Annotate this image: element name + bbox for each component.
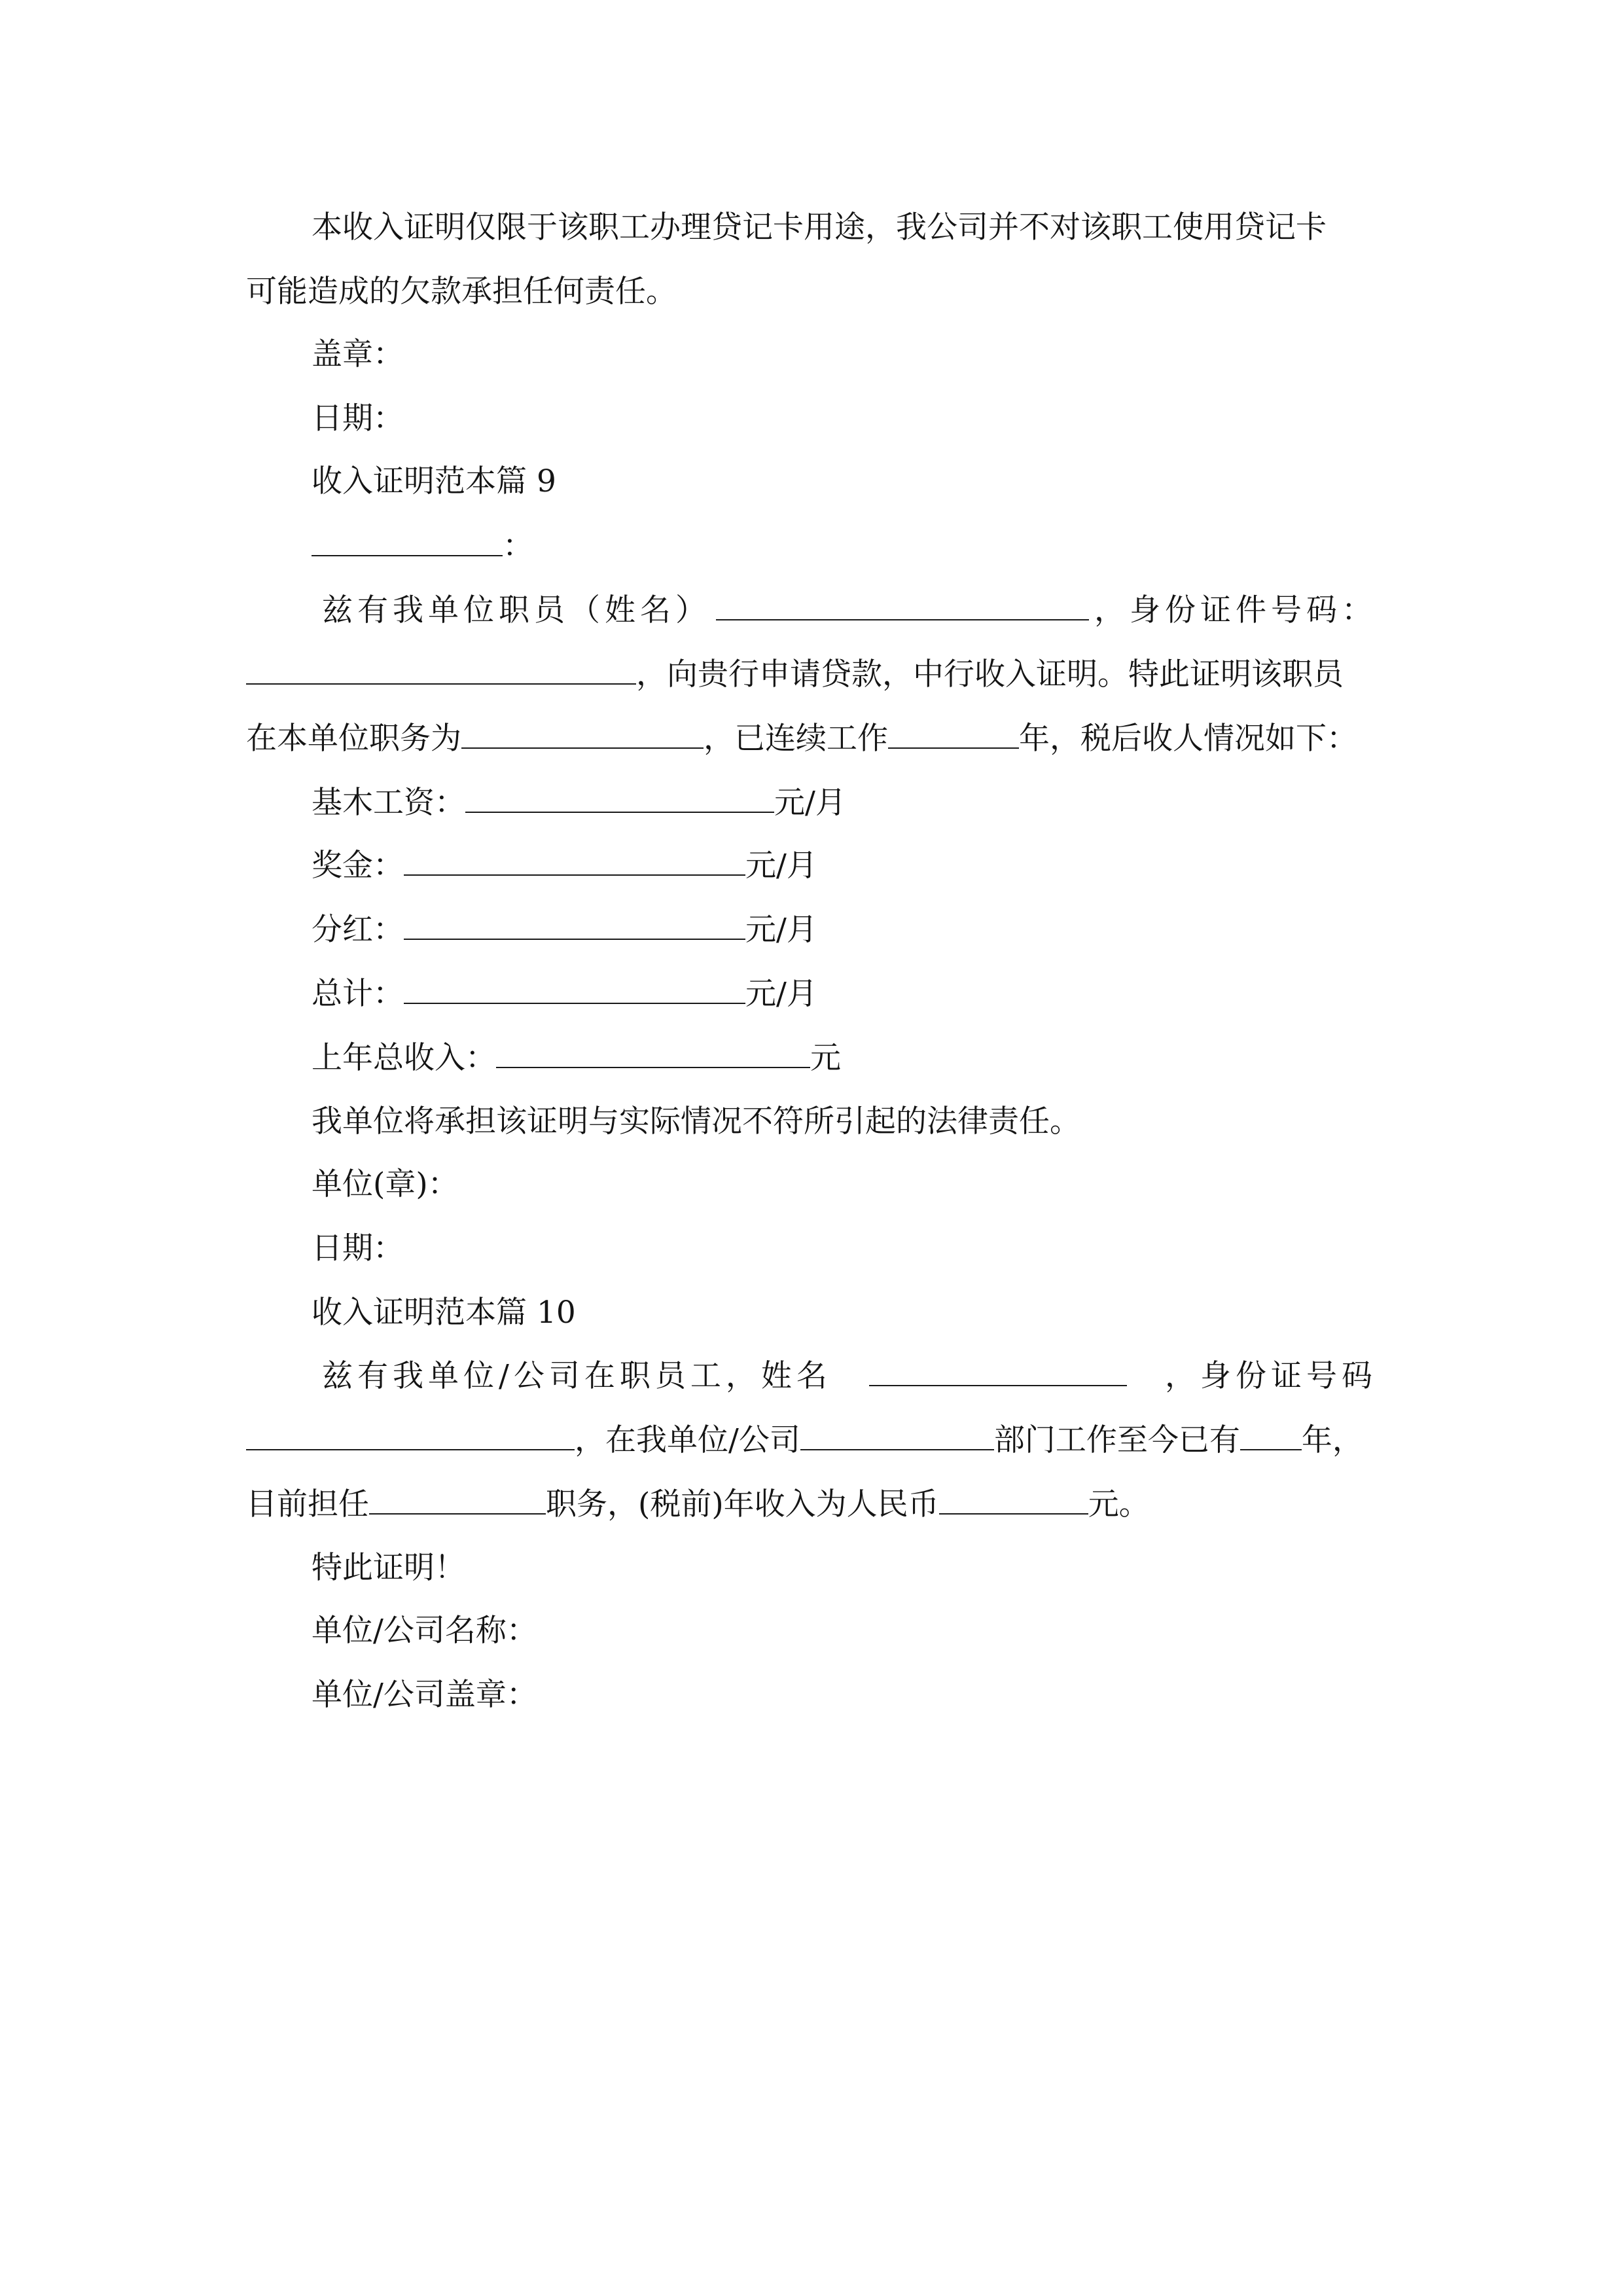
disclaimer-line-2: 可能造成的欠款承担任何责任。 [246, 274, 677, 310]
s9-position-label: 在本单位职务为 [246, 721, 461, 757]
s9-dividend-blank[interactable] [404, 910, 745, 940]
s10-company-seal-label: 单位/公司盖章： [312, 1677, 537, 1713]
s10-income-blank[interactable] [939, 1484, 1088, 1515]
s9-position-blank[interactable] [461, 719, 704, 749]
section-9-title: 收入证明范本篇 9 [312, 463, 556, 499]
s10-name-blank[interactable] [869, 1356, 1127, 1386]
s10-id-label: ，身份证号码 [1165, 1358, 1377, 1394]
date-label: 日期： [312, 401, 404, 437]
s9-liability-statement: 我单位将承担该证明与实际情况不符所引起的法律责任。 [312, 1103, 1080, 1139]
s9-name-line [246, 590, 1377, 630]
disclaimer-line-1: 本收入证明仅限于该职工办理贷记卡用途，我公司并不对该职工使用贷记卡 [312, 209, 1327, 245]
s9-bonus-label: 奖金： [312, 848, 404, 884]
s9-bonus-blank[interactable] [404, 846, 745, 876]
s9-last-year-blank[interactable] [496, 1038, 810, 1068]
s10-position-line [246, 1484, 1150, 1524]
section-10-title: 收入证明范本篇 10 [312, 1295, 576, 1331]
s10-name-label: 兹有我单位/公司在职员工，姓名 [322, 1358, 832, 1394]
s9-id-line [246, 655, 1344, 694]
s10-employer-label: ，在我单位/公司 [575, 1422, 800, 1458]
s9-dividend-label: 分红： [312, 912, 404, 948]
s10-company-name-label: 单位/公司名称： [312, 1613, 537, 1649]
s9-total-unit: 元/月 [745, 976, 817, 1012]
s9-basic-salary-unit: 元/月 [774, 785, 846, 821]
s9-position-line [246, 719, 1357, 759]
s9-basic-salary-blank[interactable] [465, 783, 774, 813]
s9-basic-salary-line [312, 783, 846, 823]
s10-years-unit: 年， [1301, 1422, 1363, 1458]
s10-department-blank[interactable] [800, 1420, 994, 1450]
s9-bonus-line [312, 846, 817, 886]
s9-worked-label: ，已连续工作 [704, 721, 888, 757]
s10-position-label: 目前担任 [246, 1486, 369, 1522]
s9-total-label: 总计： [312, 976, 404, 1012]
s9-name-blank[interactable] [716, 590, 1089, 620]
s9-date-label: 日期： [312, 1230, 404, 1266]
seal-label: 盖章： [312, 336, 404, 372]
s10-income-unit: 元。 [1088, 1486, 1150, 1522]
s10-name-line [246, 1356, 1377, 1396]
s10-income-label: 职务，(税前)年收入为人民币 [546, 1486, 939, 1522]
s9-basic-salary-label: 基木工资： [312, 785, 465, 821]
s9-income-intro: 年，税后收人情况如下： [1019, 721, 1357, 757]
s9-unit-seal-label: 单位(章)： [312, 1166, 459, 1202]
s9-bonus-unit: 元/月 [745, 848, 817, 884]
s10-position-blank[interactable] [369, 1484, 546, 1515]
s10-certify: 特此证明！ [312, 1550, 465, 1586]
s10-tenure-label: 部门工作至今已有 [993, 1422, 1240, 1458]
s9-dividend-line [312, 910, 817, 950]
s9-dividend-unit: 元/月 [745, 912, 817, 948]
s9-id-label: ，身份证件号码： [1094, 592, 1377, 628]
s9-name-label: 兹有我单位职员（姓名） [322, 592, 711, 628]
s9-last-year-line [312, 1038, 841, 1078]
s9-id-blank[interactable] [246, 655, 636, 685]
s10-id-blank[interactable] [246, 1420, 575, 1450]
s9-apply-text: ，向贵行申请贷款，中行收入证明。特此证明该职员 [636, 656, 1344, 692]
s9-total-line [312, 974, 817, 1014]
s9-last-year-label: 上年总收入： [312, 1040, 496, 1076]
s9-years-blank[interactable] [888, 719, 1019, 749]
addressee-line [312, 526, 533, 566]
s9-last-year-unit: 元 [810, 1040, 841, 1076]
s9-total-blank[interactable] [404, 974, 745, 1004]
s10-department-line [246, 1420, 1363, 1460]
addressee-colon: ： [503, 528, 533, 564]
addressee-blank[interactable] [312, 526, 503, 556]
s10-years-blank[interactable] [1240, 1420, 1302, 1450]
